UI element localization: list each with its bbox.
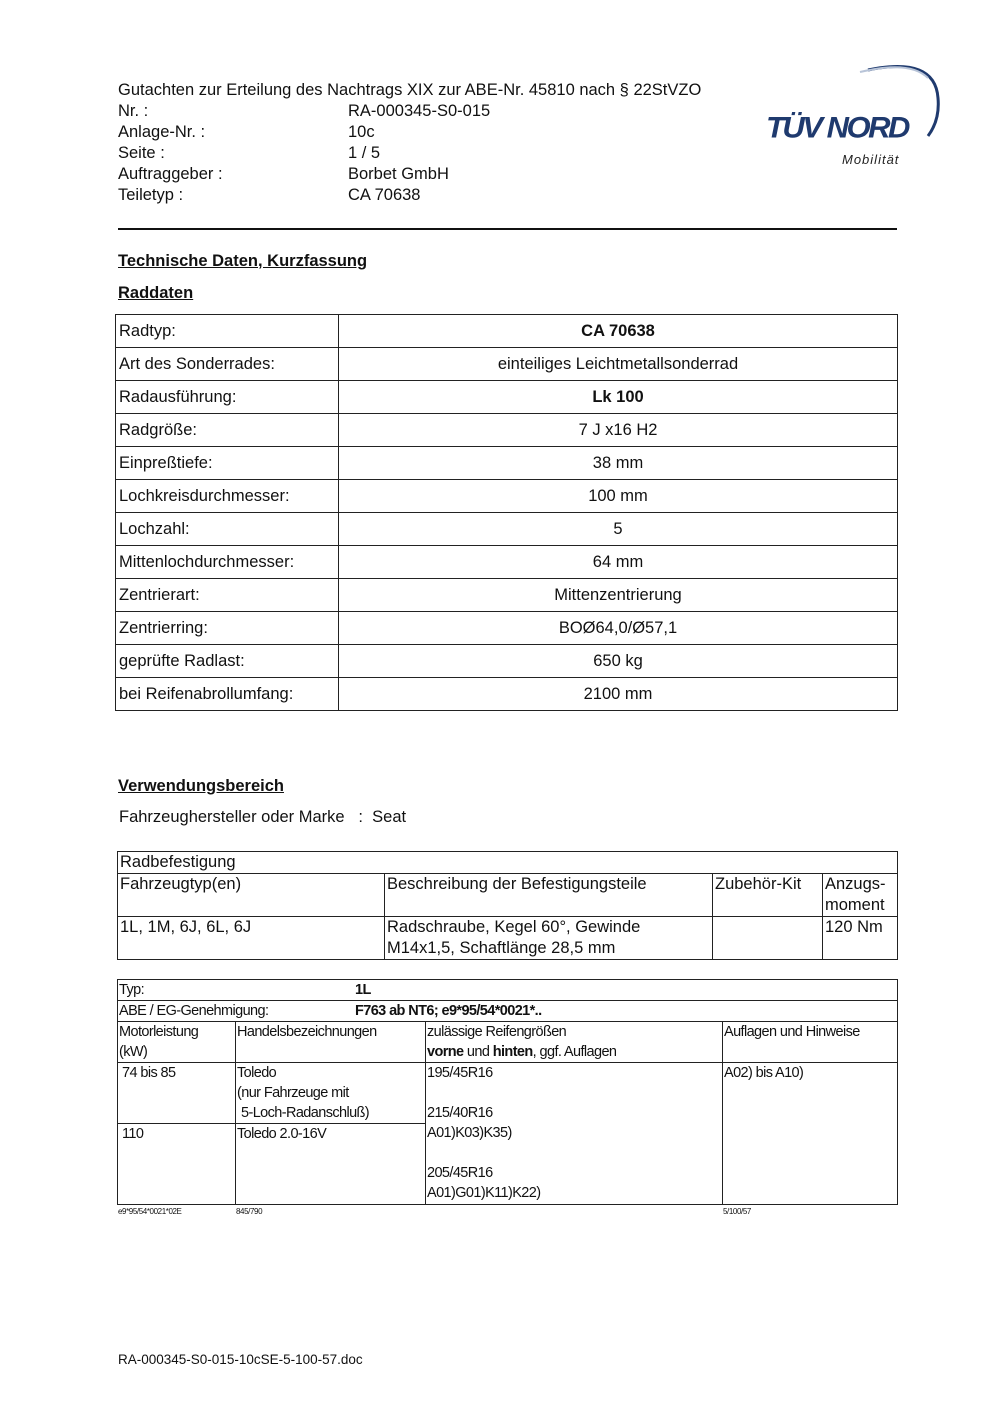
auflagen-value: A02) bis A10) (723, 1063, 898, 1205)
header-label: Auftraggeber : (118, 165, 223, 183)
header-divider (118, 228, 897, 230)
header-auflagen: Auflagen und Hinweise (723, 1022, 898, 1063)
table-row (116, 612, 898, 645)
table-row (116, 645, 898, 678)
table-row (118, 1022, 898, 1063)
abe-label: ABE / EG-Genehmigung: (119, 1003, 269, 1019)
reifen-line-1: zulässige Reifengrößen (427, 1024, 567, 1040)
reifen-vorne: vorne (427, 1044, 464, 1060)
rad-label: Einpreßtiefe: (116, 447, 339, 480)
motor-value: 74 bis 85 (118, 1063, 236, 1124)
rad-label: Lochzahl: (116, 513, 339, 546)
section-title-raddaten: Raddaten (118, 284, 194, 302)
table-row (118, 1063, 898, 1124)
rad-label: Radtyp: (116, 315, 339, 348)
table-row (116, 678, 898, 711)
table-row (116, 414, 898, 447)
rad-label: Lochkreisdurchmesser: (116, 480, 339, 513)
header-label: Anlage-Nr. : (118, 123, 206, 141)
beschreibung-line-1: Radschraube, Kegel 60°, Gewinde (387, 918, 641, 936)
header-value: CA 70638 (348, 186, 421, 204)
rad-value: 2100 mm (339, 678, 898, 711)
header-row-anlage (118, 122, 701, 143)
befestigung-title: Radbefestigung (118, 852, 898, 874)
reifen-1: 195/45R16 (427, 1065, 493, 1081)
section-title-verwendungsbereich: Verwendungsbereich (118, 777, 284, 795)
header-label: Seite : (118, 144, 165, 162)
rad-label: Radgröße: (116, 414, 339, 447)
table-row (116, 480, 898, 513)
motor-value: 110 (118, 1124, 236, 1205)
abe-row (118, 1001, 898, 1022)
hersteller-value: Seat (372, 808, 407, 826)
befestigung-typen: 1L, 1M, 6J, 6L, 6J (118, 917, 385, 960)
befestigung-kit (713, 917, 823, 960)
rad-label: Mittenlochdurchmesser: (116, 546, 339, 579)
reifen-hinten: hinten (492, 1044, 533, 1060)
reifen-2-auflagen: A01)K03)K35) (427, 1125, 512, 1141)
handel-value (236, 1063, 426, 1124)
hersteller-label: Fahrzeughersteller oder Marke (119, 808, 345, 826)
document-title: Gutachten zur Erteilung des Nachtrags XIX zur ABE-Nr. 45810 nach § 22StVZO (118, 81, 702, 99)
befestigung-header-beschreibung: Beschreibung der Befestigungsteile (385, 874, 713, 917)
document-filename: RA-000345-S0-015-10cSE-5-100-57.doc (118, 1352, 363, 1367)
reifen-line-2 (427, 1042, 721, 1062)
table-row (116, 447, 898, 480)
table-row (116, 315, 898, 348)
footer-code-left: e9*95/54*0021*02E (118, 1207, 182, 1216)
reifen-2: 215/40R16 (427, 1105, 493, 1121)
befestigung-header-moment (823, 874, 898, 917)
rad-value: 100 mm (339, 480, 898, 513)
table-row (116, 546, 898, 579)
typ-value: 1L (355, 982, 371, 998)
beschreibung-line-2: M14x1,5, Schaftlänge 28,5 mm (387, 939, 616, 957)
table-row (118, 917, 898, 960)
rad-value: einteiliges Leichtmetallsonderrad (339, 348, 898, 381)
handel-line-1: Toledo (237, 1065, 277, 1081)
header-row-seite (118, 143, 701, 164)
reifen-values (426, 1063, 723, 1205)
section-title-technische-daten: Technische Daten, Kurzfassung (118, 252, 368, 270)
header-row-auftraggeber (118, 164, 701, 185)
header-value: 1 / 5 (348, 144, 381, 162)
rad-label: bei Reifenabrollumfang: (116, 678, 339, 711)
handel-line-2: (nur Fahrzeuge mit (237, 1085, 349, 1101)
befestigung-moment: 120 Nm (823, 917, 898, 960)
header-row-teiletyp (118, 185, 701, 206)
header-label: Teiletyp : (118, 186, 184, 204)
radbefestigung-table (117, 851, 898, 960)
footer-code-right: 5/100/57 (723, 1207, 751, 1216)
rad-label: Zentrierart: (116, 579, 339, 612)
footer-code-mid: 845/790 (236, 1207, 263, 1216)
reifen-3: 205/45R16 (427, 1165, 493, 1181)
header-reifengroessen (426, 1022, 723, 1063)
rad-label: Radausführung: (116, 381, 339, 414)
rad-label: geprüfte Radlast: (116, 645, 339, 678)
rad-value: 650 kg (339, 645, 898, 678)
table-row (118, 874, 898, 917)
logo-subtitle: Mobilität (842, 152, 900, 167)
rad-value: Mittenzentrierung (339, 579, 898, 612)
table-row (118, 852, 898, 874)
table-row (118, 980, 898, 1001)
befestigung-header-kit: Zubehör-Kit (713, 874, 823, 917)
header-row-nr (118, 101, 701, 122)
abe-value: F763 ab NT6; e9*95/54*0021*.. (355, 1003, 542, 1019)
handel-line-3: 5-Loch-Radanschluß) (241, 1105, 370, 1121)
typ-row (118, 980, 898, 1001)
rad-value: 7 J x16 H2 (339, 414, 898, 447)
document-header (118, 80, 701, 206)
rad-value: 38 mm (339, 447, 898, 480)
table-row (116, 579, 898, 612)
rad-value: 64 mm (339, 546, 898, 579)
hersteller-line (119, 808, 406, 827)
moment-line-2: moment (825, 896, 885, 914)
header-motorleistung (118, 1022, 236, 1063)
handel-value: Toledo 2.0-16V (236, 1124, 426, 1205)
motor-line-2: (kW) (119, 1044, 148, 1060)
rad-value: BOØ64,0/Ø57,1 (339, 612, 898, 645)
befestigung-header-typen: Fahrzeugtyp(en) (118, 874, 385, 917)
header-value: RA-000345-S0-015 (348, 102, 491, 120)
table-row (118, 1001, 898, 1022)
befestigung-beschreibung (385, 917, 713, 960)
table-row (116, 513, 898, 546)
typ-label: Typ: (119, 982, 144, 998)
logo-brand: TÜV NORD (766, 110, 908, 145)
rad-label: Art des Sonderrades: (116, 348, 339, 381)
hersteller-sep: : (358, 808, 363, 826)
reifen-und: und (463, 1044, 493, 1060)
rad-value: CA 70638 (339, 315, 898, 348)
typ-table (117, 979, 898, 1205)
table-row (116, 381, 898, 414)
header-label: Nr. : (118, 102, 149, 120)
rad-label: Zentrierring: (116, 612, 339, 645)
reifen-rest: , ggf. Auflagen (532, 1044, 617, 1060)
header-value: 10c (348, 123, 375, 141)
raddaten-table (115, 314, 898, 711)
reifen-3-auflagen: A01)G01)K11)K22) (427, 1185, 541, 1201)
rad-value: 5 (339, 513, 898, 546)
header-handelsbezeichnungen: Handelsbezeichnungen (236, 1022, 426, 1063)
rad-value: Lk 100 (339, 381, 898, 414)
moment-line-1: Anzugs- (825, 875, 886, 893)
header-value: Borbet GmbH (348, 165, 449, 183)
table-row (116, 348, 898, 381)
motor-line-1: Motorleistung (119, 1024, 199, 1040)
